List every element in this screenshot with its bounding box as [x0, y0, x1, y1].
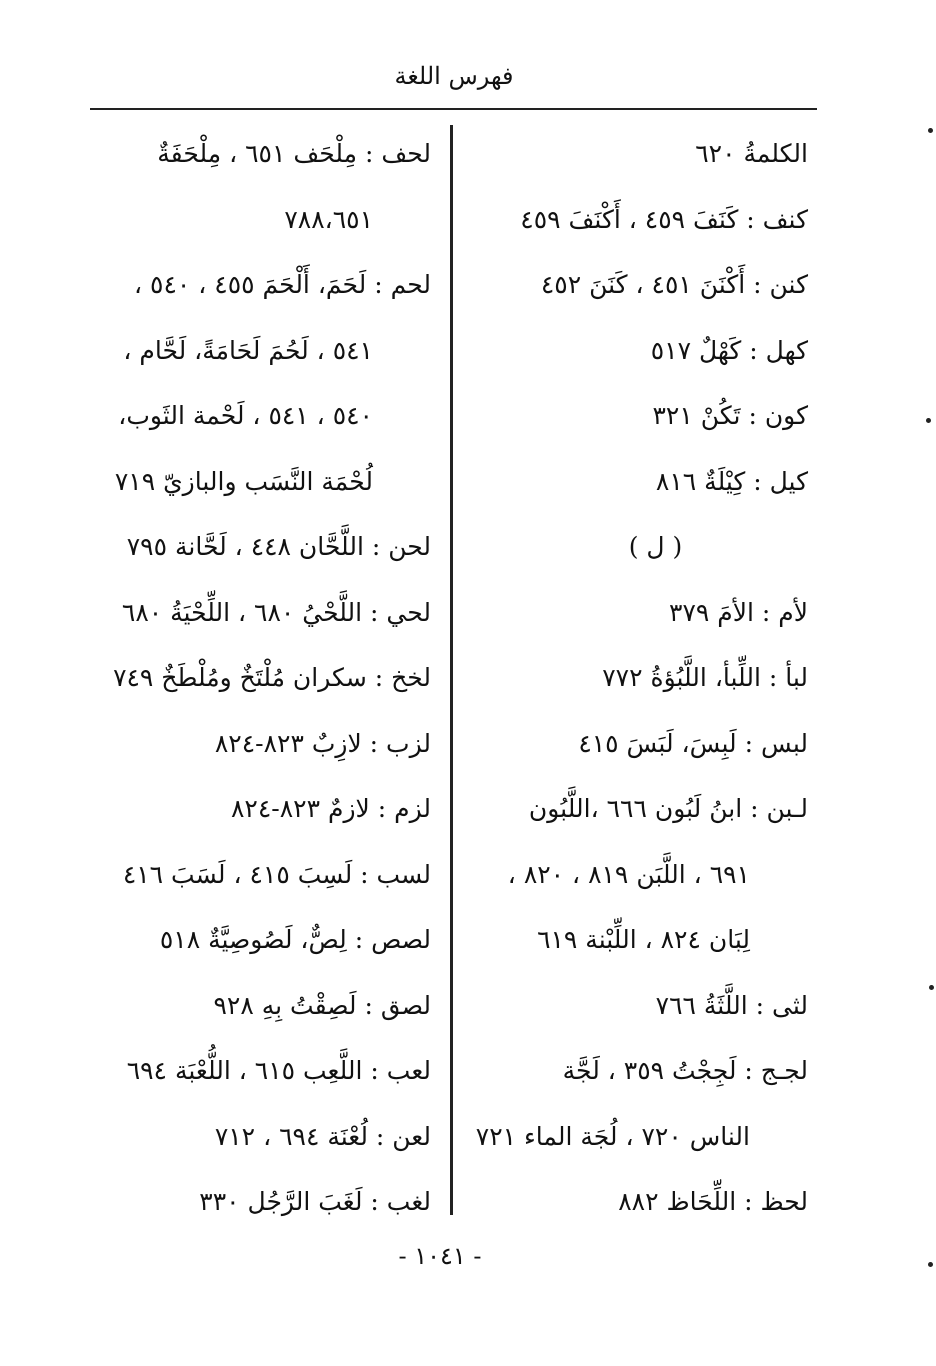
index-continuation: لِبَان ٨٢٤ ، اللِّبْنة ٦١٩	[537, 925, 750, 954]
index-entry: لحي : اللَّحْيُ ٦٨٠ ، اللِّحْيَةُ ٦٨٠	[121, 597, 431, 627]
left-column	[101, 128, 431, 1242]
index-entry: لعب : اللَّعِب ٦١٥ ، اللُّعْبَة ٦٩٤	[126, 1056, 431, 1085]
index-entry: لغب : لَغَبَ الرَّجُل ٣٣٠	[199, 1187, 431, 1216]
index-continuation: لُحْمَة النَّسَب والبازيّ ٧١٩	[114, 466, 373, 496]
margin-speck	[928, 1262, 933, 1267]
index-entry: لزب : لازِبٌ ٨٢٣-٨٢٤	[214, 728, 431, 758]
index-continuation: ٥٤١ ، لَحُمَ لَحَامَةً، لَحَّام ،	[123, 335, 373, 365]
index-entry: لحم : لَحَمَ، أَلْحَمَ ٤٥٥ ، ٥٤٠ ،	[134, 270, 431, 299]
index-line: الكلمةُ ٦٢٠	[695, 139, 808, 168]
index-entry: كنف : كَنَفَ ٤٥٩ ، أَكْنَفَ ٤٥٩	[520, 204, 808, 234]
index-entry: لزم : لازمٌ ٨٢٣-٨٢٤	[230, 794, 431, 823]
index-entry: لجـج : لَجِجْتُ ٣٥٩ ، لَجَّة	[562, 1056, 808, 1085]
index-entry: لحظ : اللِّحَاظ ٨٨٢	[618, 1187, 808, 1216]
index-entry: لعن : لُعْنَة ٦٩٤ ، ٧١٢	[214, 1121, 431, 1151]
page-number: - ١٠٤١ -	[398, 1242, 482, 1270]
index-entry: كهل : كَهْلٌ ٥١٧	[650, 335, 808, 365]
index-entry: كون : تَكُنْ ٣٢١	[652, 401, 808, 430]
index-entry: لبأ : اللِّبأ، اللَّبُؤةُ ٧٧٢	[602, 663, 808, 692]
index-entry: لحف : مِلْحَف ٦٥١ ، مِلْحَفَةٌ	[157, 139, 431, 168]
right-column	[463, 128, 808, 1242]
margin-speck	[928, 128, 933, 133]
margin-speck	[926, 418, 931, 423]
index-continuation: الناس ٧٢٠ ، لُجَة الماء ٧٢١	[475, 1121, 750, 1151]
column-divider	[450, 125, 453, 1215]
index-entry: لأم : الأمَ ٣٧٩	[669, 597, 808, 627]
index-entry: لثى : اللَّثَةُ ٧٦٦	[655, 990, 808, 1020]
header-title: فهرس اللغة	[394, 62, 514, 90]
index-entry: كيل : كِيْلَةٌ ٨١٦	[655, 466, 808, 496]
section-heading: ( ل )	[628, 532, 683, 561]
index-entry: لسب : لَسِبَ ٤١٥ ، لَسَبَ ٤١٦	[122, 859, 431, 889]
index-entry: كنن : أَكْنَنَ ٤٥١ ، كَنَنَ ٤٥٢	[540, 270, 808, 299]
index-continuation: ٥٤٠ ، ٥٤١ ، لَحْمة الثَوب،	[118, 401, 373, 430]
index-entry: لحن : اللَّحَّان ٤٤٨ ، لَحَّانة ٧٩٥	[126, 532, 431, 561]
margin-speck	[929, 985, 934, 990]
index-entry: لصق : لَصِقْتُ بِهِ ٩٢٨	[213, 990, 431, 1020]
index-entry: لصص : لِصٌّ، لَصُوصِيَّةٌ ٥١٨	[159, 925, 431, 954]
index-continuation: ٦٩١ ، اللَّبَن ٨١٩ ، ٨٢٠ ،	[507, 859, 750, 889]
header-rule	[90, 108, 817, 110]
page-header	[92, 62, 816, 90]
index-entry: لـبن : ابنُ لَبُون ٦٦٦ ،اللَّبُون	[528, 794, 808, 823]
index-entry: لخخ : سكران مُلْتَخٌ ومُلْطَخٌ ٧٤٩	[113, 663, 431, 692]
index-continuation: ٧٨٨،٦٥١	[284, 204, 373, 234]
index-entry: لبس : لَبِسَ، لَبَسَ ٤١٥	[578, 728, 808, 758]
